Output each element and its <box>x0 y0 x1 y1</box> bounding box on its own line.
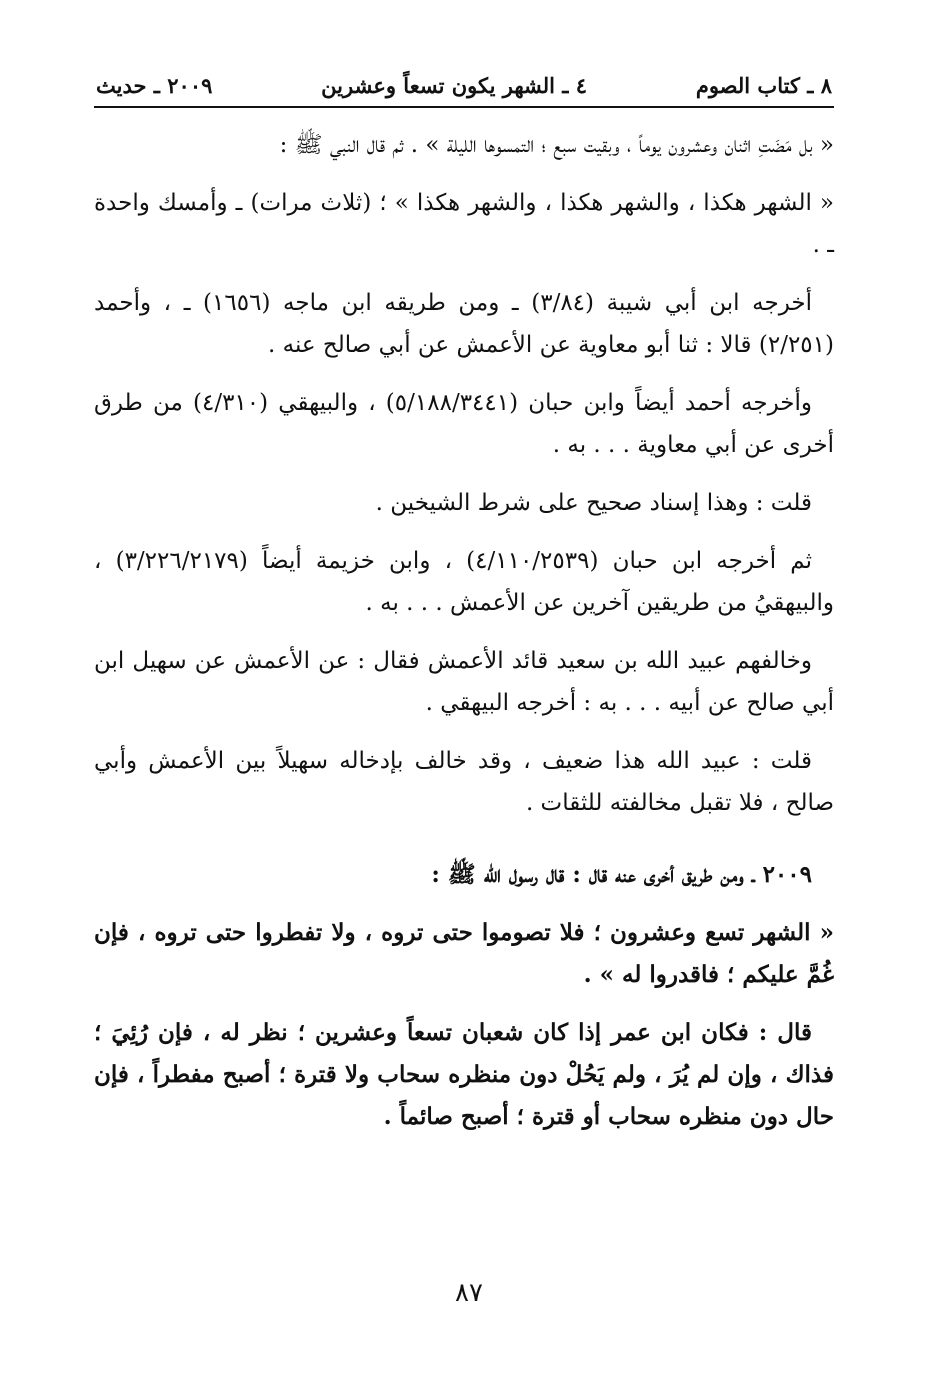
paragraph-takhrij-1: أخرجه ابن أبي شيبة (٣/٨٤) ـ ومن طريقه ابن ماجه (١٦٥٦) ـ ، وأحمد (٢/٢٥١) قالا : ثنا أبو معاوية عن الأعمش عن أبي صالح عنه . <box>94 290 834 358</box>
page-number: ٨٧ <box>455 1278 483 1308</box>
header-book-title: ٨ ـ كتاب الصوم <box>695 73 832 98</box>
paragraph-verdict-2: قلت : عبيد الله هذا ضعيف ، وقد خالف بإدخاله سهيلاً بين الأعمش وأبي صالح ، فلا تقبل مخالفته للثقات . <box>94 748 834 816</box>
running-header <box>94 72 834 108</box>
paragraph-takhrij-4: وخالفهم عبيد الله بن سعيد قائد الأعمش فقال : عن الأعمش عن سهيل ابن أبي صالح عن أبيه . . . به : أخرجه البيهقي . <box>94 648 834 716</box>
hadith-heading: ٢٠٠٩ ـ ومن طريق أخرى عنه قال : قال رسول الله ﷺ : <box>431 861 812 888</box>
paragraph-verdict-1: قلت : وهذا إسناد صحيح على شرط الشيخين . <box>375 490 812 516</box>
paragraph-takhrij-3: ثم أخرجه ابن حبان (٤/١١٠/٢٥٣٩) ، وابن خزيمة أيضاً (٣/٢٢٦/٢١٧٩) ، والبيهقيُ من طريقين آخرين عن الأعمش . . . به . <box>94 548 834 616</box>
paragraph-quote-continuation: « بل مَضَتِ اثنان وعشرون يوماً ، وبقيت سبع ؛ التمسوها الليلة » . ثم قال النبي ﷺ : <box>279 132 834 158</box>
paragraph-quote-month: « الشهر هكذا ، والشهر هكذا ، والشهر هكذا » ؛ (ثلاث مرات) ـ وأمسك واحدة ـ . <box>94 190 834 258</box>
hadith-text: « الشهر تسع وعشرون ؛ فلا تصوموا حتى تروه ، ولا تفطروا حتى تروه ، فإن غُمَّ عليكم ؛ فاقدروا له » . <box>94 919 834 988</box>
hadith-narration: قال : فكان ابن عمر إذا كان شعبان تسعاً وعشرين ؛ نظر له ، فإن رُئِيَ ؛ فذاك ، وإن لم يُرَ ، ولم يَحُلْ دون منظره سحاب ولا قترة ؛ أصبح مفطراً ، فإن حال دون منظره سحاب أو قترة ؛ أصبح صائماً . <box>94 1019 834 1130</box>
paragraph-takhrij-2: وأخرجه أحمد أيضاً وابن حبان (٥/١٨٨/٣٤٤١) ، والبيهقي (٤/٣١٠) من طرق أخرى عن أبي معاوية . . . به . <box>94 390 834 458</box>
header-hadith-number: ٢٠٠٩ ـ حديث <box>96 73 213 98</box>
page-body <box>94 124 834 1138</box>
header-chapter-title: ٤ ـ الشهر يكون تسعاً وعشرين <box>321 73 588 98</box>
